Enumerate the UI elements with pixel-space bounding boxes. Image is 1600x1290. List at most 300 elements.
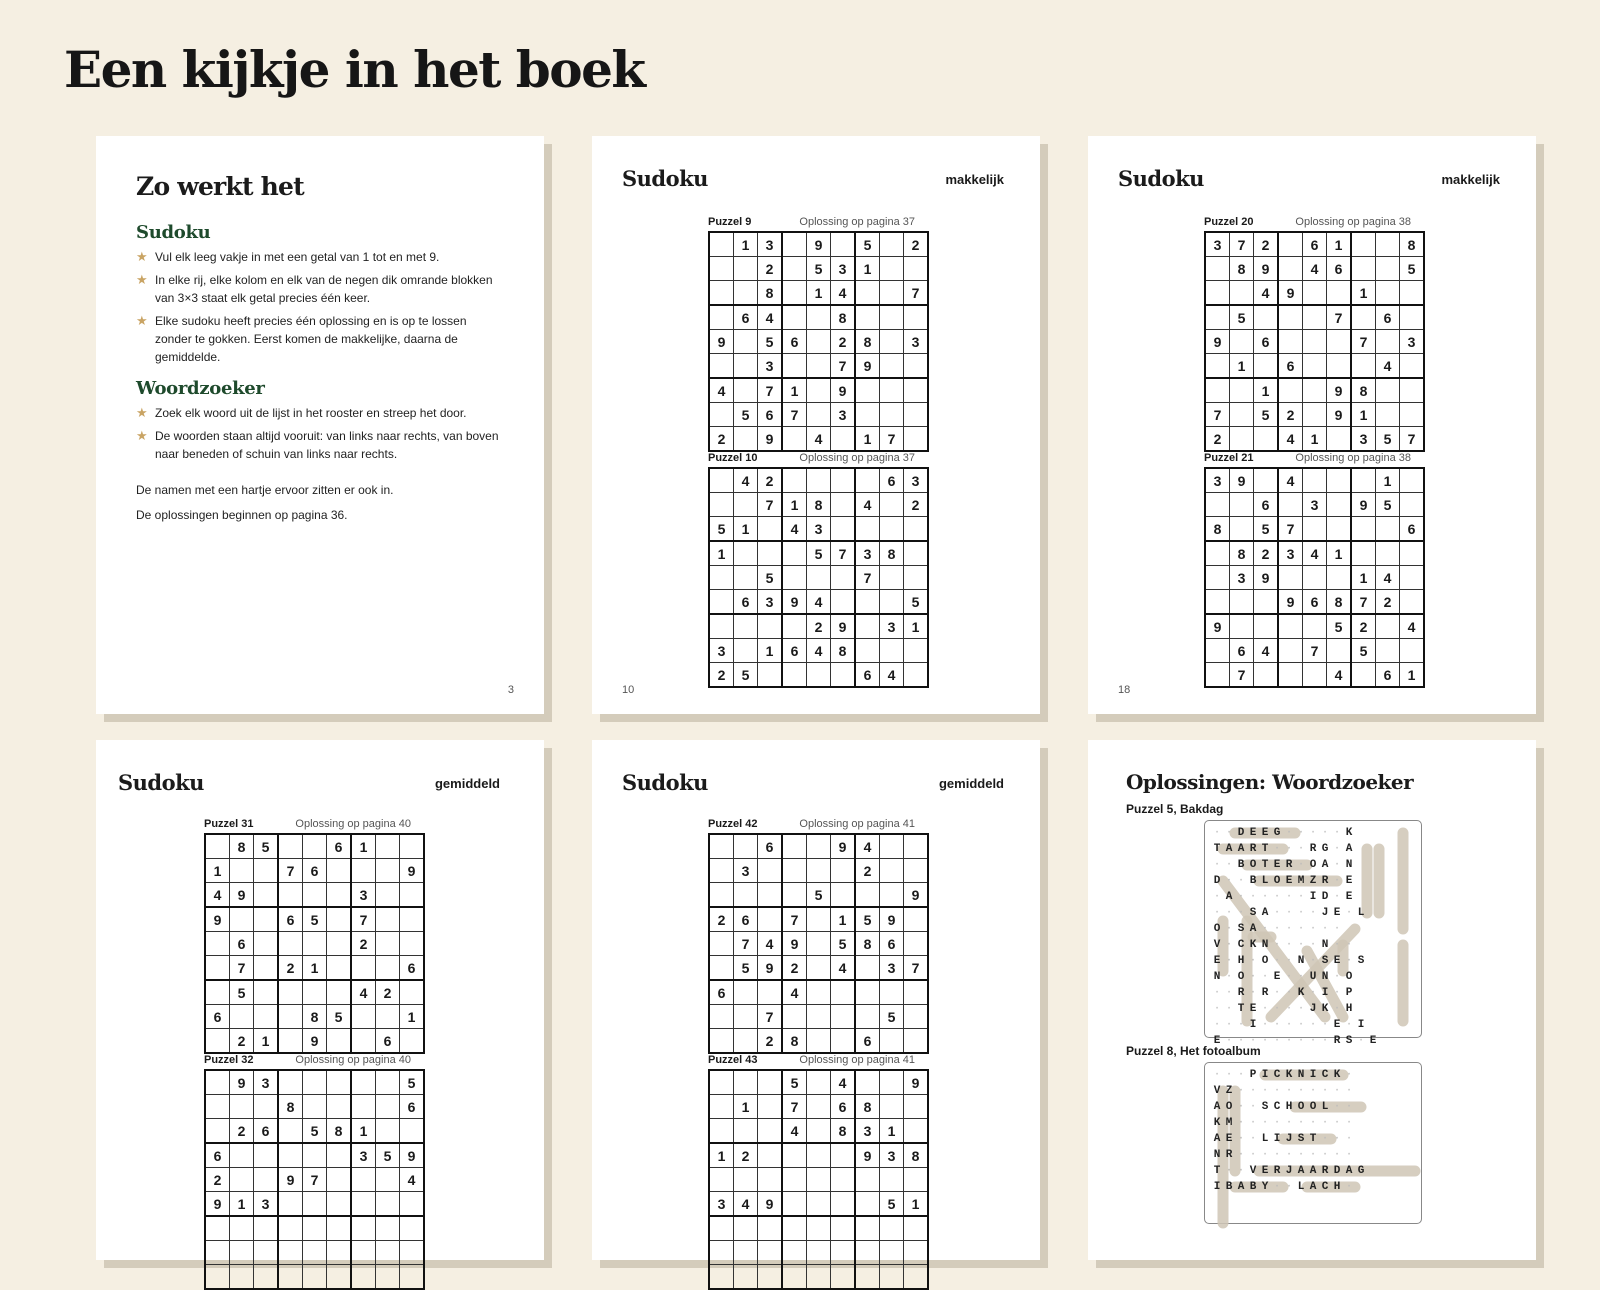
sudoku-cell[interactable]: 2 — [1376, 590, 1400, 615]
sudoku-cell[interactable]: 8 — [278, 1095, 303, 1119]
sudoku-cell[interactable]: 9 — [904, 1070, 929, 1095]
sudoku-cell[interactable] — [904, 378, 929, 403]
sudoku-cell[interactable]: 6 — [400, 1095, 425, 1119]
sudoku-cell[interactable]: 6 — [1376, 663, 1400, 688]
sudoku-cell[interactable] — [351, 1168, 376, 1192]
sudoku-cell[interactable]: 9 — [230, 1070, 254, 1095]
sudoku-cell[interactable] — [904, 1119, 929, 1144]
sudoku-cell[interactable] — [1351, 663, 1376, 688]
sudoku-cell[interactable]: 6 — [782, 330, 807, 354]
sudoku-cell[interactable]: 8 — [831, 1119, 856, 1144]
sudoku-cell[interactable]: 7 — [1303, 639, 1327, 663]
sudoku-cell[interactable]: 7 — [758, 493, 783, 517]
sudoku-cell[interactable] — [855, 1241, 880, 1265]
sudoku-cell[interactable] — [376, 1070, 400, 1095]
sudoku-cell[interactable] — [758, 859, 783, 883]
sudoku-cell[interactable]: 6 — [782, 639, 807, 663]
sudoku-cell[interactable] — [831, 1265, 856, 1290]
sudoku-cell[interactable]: 9 — [1327, 378, 1352, 403]
sudoku-cell[interactable] — [254, 1095, 279, 1119]
sudoku-cell[interactable] — [807, 1192, 831, 1217]
sudoku-cell[interactable] — [205, 1029, 230, 1054]
sudoku-cell[interactable]: 3 — [904, 330, 929, 354]
sudoku-cell[interactable]: 6 — [400, 956, 425, 981]
sudoku-cell[interactable] — [758, 1119, 783, 1144]
sudoku-cell[interactable]: 5 — [327, 1005, 352, 1029]
sudoku-cell[interactable] — [1376, 257, 1400, 281]
sudoku-cell[interactable]: 5 — [807, 541, 831, 566]
sudoku-cell[interactable]: 1 — [831, 907, 856, 932]
sudoku-cell[interactable]: 9 — [1351, 493, 1376, 517]
sudoku-cell[interactable]: 4 — [807, 590, 831, 615]
sudoku-cell[interactable] — [230, 859, 254, 883]
sudoku-cell[interactable] — [230, 1095, 254, 1119]
sudoku-cell[interactable]: 5 — [303, 1119, 327, 1144]
sudoku-cell[interactable]: 3 — [254, 1192, 279, 1217]
sudoku-cell[interactable]: 2 — [1205, 427, 1230, 452]
sudoku-cell[interactable]: 6 — [709, 980, 734, 1005]
sudoku-cell[interactable] — [807, 1070, 831, 1095]
sudoku-cell[interactable] — [327, 883, 352, 908]
sudoku-cell[interactable] — [1376, 281, 1400, 306]
sudoku-cell[interactable] — [1400, 378, 1425, 403]
sudoku-cell[interactable]: 4 — [1254, 281, 1279, 306]
sudoku-cell[interactable] — [807, 403, 831, 427]
sudoku-cell[interactable] — [1205, 281, 1230, 306]
sudoku-cell[interactable] — [831, 493, 856, 517]
sudoku-cell[interactable] — [254, 1168, 279, 1192]
sudoku-cell[interactable] — [904, 1005, 929, 1029]
sudoku-cell[interactable] — [327, 1070, 352, 1095]
sudoku-cell[interactable] — [1351, 541, 1376, 566]
sudoku-cell[interactable]: 1 — [904, 1192, 929, 1217]
sudoku-cell[interactable] — [327, 932, 352, 956]
sudoku-cell[interactable]: 9 — [831, 378, 856, 403]
sudoku-cell[interactable]: 6 — [278, 907, 303, 932]
sudoku-cell[interactable] — [1327, 354, 1352, 379]
sudoku-cell[interactable] — [709, 493, 734, 517]
sudoku-cell[interactable]: 8 — [807, 493, 831, 517]
sudoku-cell[interactable]: 8 — [327, 1119, 352, 1144]
sudoku-cell[interactable]: 2 — [1351, 614, 1376, 639]
sudoku-cell[interactable] — [782, 1265, 807, 1290]
sudoku-cell[interactable] — [709, 1029, 734, 1054]
sudoku-cell[interactable] — [351, 1216, 376, 1241]
sudoku-cell[interactable] — [205, 1119, 230, 1144]
sudoku-cell[interactable]: 3 — [351, 1143, 376, 1168]
sudoku-cell[interactable] — [831, 1192, 856, 1217]
sudoku-cell[interactable] — [807, 932, 831, 956]
sudoku-cell[interactable]: 5 — [1400, 257, 1425, 281]
sudoku-cell[interactable]: 1 — [782, 493, 807, 517]
sudoku-cell[interactable] — [1400, 493, 1425, 517]
sudoku-cell[interactable]: 6 — [880, 932, 904, 956]
sudoku-cell[interactable]: 1 — [351, 834, 376, 859]
sudoku-cell[interactable] — [855, 1005, 880, 1029]
sudoku-cell[interactable] — [1327, 639, 1352, 663]
sudoku-cell[interactable]: 9 — [1254, 257, 1279, 281]
sudoku-cell[interactable]: 1 — [1327, 541, 1352, 566]
sudoku-cell[interactable]: 6 — [1303, 590, 1327, 615]
sudoku-cell[interactable] — [782, 834, 807, 859]
sudoku-cell[interactable] — [709, 257, 734, 281]
sudoku-cell[interactable] — [807, 468, 831, 493]
sudoku-cell[interactable]: 1 — [782, 378, 807, 403]
sudoku-cell[interactable]: 8 — [1351, 378, 1376, 403]
sudoku-cell[interactable] — [807, 1095, 831, 1119]
sudoku-cell[interactable]: 6 — [734, 907, 758, 932]
sudoku-cell[interactable] — [782, 1168, 807, 1192]
sudoku-cell[interactable] — [709, 956, 734, 981]
sudoku-cell[interactable] — [303, 932, 327, 956]
sudoku-cell[interactable]: 1 — [1230, 354, 1254, 379]
sudoku-cell[interactable] — [709, 1095, 734, 1119]
sudoku-cell[interactable] — [1303, 378, 1327, 403]
sudoku-cell[interactable]: 7 — [880, 427, 904, 452]
sudoku-cell[interactable] — [807, 305, 831, 330]
sudoku-cell[interactable] — [376, 1005, 400, 1029]
sudoku-cell[interactable] — [400, 1216, 425, 1241]
sudoku-cell[interactable]: 7 — [230, 956, 254, 981]
sudoku-cell[interactable] — [758, 1265, 783, 1290]
sudoku-cell[interactable] — [734, 883, 758, 908]
sudoku-cell[interactable]: 7 — [1230, 663, 1254, 688]
sudoku-cell[interactable] — [758, 517, 783, 542]
sudoku-cell[interactable] — [831, 1143, 856, 1168]
sudoku-cell[interactable] — [327, 859, 352, 883]
sudoku-cell[interactable] — [709, 614, 734, 639]
sudoku-cell[interactable] — [758, 980, 783, 1005]
sudoku-cell[interactable]: 8 — [1327, 590, 1352, 615]
sudoku-cell[interactable]: 9 — [758, 956, 783, 981]
sudoku-cell[interactable]: 1 — [807, 281, 831, 306]
sudoku-cell[interactable]: 2 — [904, 493, 929, 517]
sudoku-cell[interactable] — [1351, 354, 1376, 379]
sudoku-cell[interactable] — [782, 305, 807, 330]
sudoku-cell[interactable] — [855, 639, 880, 663]
sudoku-cell[interactable] — [1400, 468, 1425, 493]
sudoku-cell[interactable]: 5 — [1254, 517, 1279, 542]
sudoku-cell[interactable]: 4 — [205, 883, 230, 908]
sudoku-cell[interactable] — [807, 330, 831, 354]
sudoku-cell[interactable] — [1376, 541, 1400, 566]
sudoku-cell[interactable] — [327, 1143, 352, 1168]
sudoku-cell[interactable] — [278, 1029, 303, 1054]
sudoku-cell[interactable]: 2 — [831, 330, 856, 354]
sudoku-cell[interactable]: 6 — [855, 663, 880, 688]
sudoku-cell[interactable] — [400, 834, 425, 859]
sudoku-cell[interactable] — [758, 1070, 783, 1095]
sudoku-cell[interactable] — [303, 1095, 327, 1119]
sudoku-cell[interactable] — [880, 590, 904, 615]
sudoku-cell[interactable] — [351, 1265, 376, 1290]
sudoku-cell[interactable] — [400, 1192, 425, 1217]
sudoku-cell[interactable] — [758, 1216, 783, 1241]
sudoku-cell[interactable] — [1254, 427, 1279, 452]
sudoku-cell[interactable] — [1400, 541, 1425, 566]
sudoku-cell[interactable]: 8 — [1400, 232, 1425, 257]
sudoku-cell[interactable]: 9 — [904, 883, 929, 908]
sudoku-cell[interactable] — [1400, 566, 1425, 590]
sudoku-cell[interactable]: 5 — [855, 232, 880, 257]
sudoku-cell[interactable] — [782, 1241, 807, 1265]
sudoku-cell[interactable] — [855, 1192, 880, 1217]
sudoku-cell[interactable]: 8 — [1205, 517, 1230, 542]
sudoku-cell[interactable] — [880, 566, 904, 590]
sudoku-cell[interactable] — [376, 956, 400, 981]
sudoku-cell[interactable] — [880, 1216, 904, 1241]
sudoku-cell[interactable]: 9 — [855, 1143, 880, 1168]
sudoku-cell[interactable] — [709, 883, 734, 908]
sudoku-cell[interactable]: 6 — [1278, 354, 1303, 379]
sudoku-cell[interactable] — [376, 1241, 400, 1265]
sudoku-cell[interactable] — [734, 378, 758, 403]
sudoku-cell[interactable] — [855, 305, 880, 330]
sudoku-cell[interactable]: 5 — [1327, 614, 1352, 639]
sudoku-cell[interactable]: 1 — [734, 1095, 758, 1119]
sudoku-cell[interactable]: 5 — [758, 566, 783, 590]
sudoku-cell[interactable] — [1376, 232, 1400, 257]
sudoku-cell[interactable]: 8 — [831, 639, 856, 663]
sudoku-cell[interactable] — [1376, 403, 1400, 427]
sudoku-cell[interactable] — [376, 1192, 400, 1217]
sudoku-cell[interactable] — [880, 493, 904, 517]
sudoku-cell[interactable]: 4 — [782, 517, 807, 542]
sudoku-cell[interactable] — [1205, 378, 1230, 403]
sudoku-cell[interactable]: 3 — [880, 614, 904, 639]
sudoku-cell[interactable]: 3 — [758, 590, 783, 615]
sudoku-cell[interactable]: 9 — [400, 859, 425, 883]
sudoku-cell[interactable] — [831, 1216, 856, 1241]
sudoku-cell[interactable]: 4 — [807, 427, 831, 452]
sudoku-cell[interactable]: 1 — [855, 257, 880, 281]
sudoku-cell[interactable] — [758, 883, 783, 908]
sudoku-cell[interactable] — [1205, 663, 1230, 688]
sudoku-cell[interactable]: 6 — [1400, 517, 1425, 542]
sudoku-cell[interactable]: 3 — [1303, 493, 1327, 517]
sudoku-cell[interactable] — [904, 639, 929, 663]
sudoku-cell[interactable] — [734, 257, 758, 281]
sudoku-cell[interactable]: 5 — [1351, 639, 1376, 663]
sudoku-cell[interactable]: 1 — [230, 1192, 254, 1217]
sudoku-cell[interactable] — [1230, 403, 1254, 427]
sudoku-cell[interactable]: 2 — [758, 257, 783, 281]
sudoku-cell[interactable]: 5 — [734, 956, 758, 981]
sudoku-cell[interactable]: 4 — [831, 281, 856, 306]
sudoku-cell[interactable] — [734, 1029, 758, 1054]
sudoku-cell[interactable] — [205, 1216, 230, 1241]
sudoku-cell[interactable] — [831, 1168, 856, 1192]
sudoku-cell[interactable]: 1 — [734, 517, 758, 542]
sudoku-cell[interactable] — [855, 517, 880, 542]
sudoku-cell[interactable] — [782, 257, 807, 281]
sudoku-cell[interactable] — [1230, 281, 1254, 306]
sudoku-cell[interactable] — [1278, 330, 1303, 354]
sudoku-cell[interactable]: 8 — [855, 932, 880, 956]
sudoku-cell[interactable] — [880, 232, 904, 257]
sudoku-cell[interactable] — [880, 883, 904, 908]
sudoku-cell[interactable] — [1400, 590, 1425, 615]
sudoku-cell[interactable]: 2 — [904, 232, 929, 257]
sudoku-cell[interactable] — [904, 663, 929, 688]
sudoku-cell[interactable]: 6 — [880, 468, 904, 493]
sudoku-cell[interactable] — [1230, 590, 1254, 615]
sudoku-cell[interactable]: 7 — [1278, 517, 1303, 542]
sudoku-cell[interactable] — [278, 980, 303, 1005]
sudoku-cell[interactable] — [1303, 305, 1327, 330]
sudoku-cell[interactable]: 3 — [351, 883, 376, 908]
sudoku-cell[interactable] — [254, 980, 279, 1005]
sudoku-cell[interactable]: 1 — [709, 1143, 734, 1168]
sudoku-cell[interactable] — [1254, 354, 1279, 379]
sudoku-cell[interactable] — [1400, 281, 1425, 306]
sudoku-cell[interactable] — [400, 1241, 425, 1265]
sudoku-cell[interactable] — [278, 932, 303, 956]
sudoku-cell[interactable]: 4 — [782, 980, 807, 1005]
sudoku-cell[interactable]: 1 — [855, 427, 880, 452]
sudoku-cell[interactable]: 3 — [1205, 468, 1230, 493]
sudoku-cell[interactable] — [709, 232, 734, 257]
sudoku-cell[interactable] — [904, 1095, 929, 1119]
sudoku-cell[interactable]: 2 — [1254, 232, 1279, 257]
sudoku-cell[interactable] — [376, 883, 400, 908]
sudoku-cell[interactable] — [303, 1192, 327, 1217]
sudoku-cell[interactable] — [831, 980, 856, 1005]
sudoku-cell[interactable] — [1254, 614, 1279, 639]
sudoku-cell[interactable] — [734, 1005, 758, 1029]
sudoku-cell[interactable]: 6 — [758, 834, 783, 859]
sudoku-cell[interactable]: 4 — [1327, 663, 1352, 688]
sudoku-cell[interactable] — [303, 980, 327, 1005]
sudoku-cell[interactable] — [758, 541, 783, 566]
sudoku-cell[interactable] — [327, 1241, 352, 1265]
sudoku-cell[interactable]: 1 — [1400, 663, 1425, 688]
sudoku-cell[interactable] — [1254, 590, 1279, 615]
sudoku-cell[interactable] — [1278, 305, 1303, 330]
sudoku-cell[interactable] — [807, 1241, 831, 1265]
sudoku-cell[interactable] — [1327, 468, 1352, 493]
sudoku-cell[interactable]: 5 — [880, 1005, 904, 1029]
sudoku-cell[interactable] — [807, 1216, 831, 1241]
sudoku-cell[interactable] — [230, 1005, 254, 1029]
sudoku-cell[interactable] — [351, 1241, 376, 1265]
sudoku-cell[interactable]: 6 — [1230, 639, 1254, 663]
sudoku-cell[interactable] — [807, 354, 831, 379]
sudoku-cell[interactable]: 8 — [855, 330, 880, 354]
sudoku-cell[interactable] — [831, 1029, 856, 1054]
sudoku-cell[interactable] — [303, 883, 327, 908]
sudoku-cell[interactable]: 4 — [1376, 354, 1400, 379]
sudoku-cell[interactable] — [1351, 468, 1376, 493]
sudoku-cell[interactable] — [1327, 493, 1352, 517]
sudoku-cell[interactable] — [904, 1029, 929, 1054]
sudoku-cell[interactable] — [1351, 517, 1376, 542]
sudoku-cell[interactable] — [734, 834, 758, 859]
sudoku-cell[interactable]: 5 — [709, 517, 734, 542]
sudoku-cell[interactable] — [254, 907, 279, 932]
sudoku-cell[interactable]: 8 — [1230, 257, 1254, 281]
sudoku-cell[interactable]: 5 — [855, 907, 880, 932]
sudoku-cell[interactable] — [205, 1070, 230, 1095]
sudoku-cell[interactable]: 4 — [758, 305, 783, 330]
sudoku-cell[interactable] — [734, 614, 758, 639]
sudoku-cell[interactable] — [807, 1119, 831, 1144]
sudoku-cell[interactable] — [376, 1216, 400, 1241]
sudoku-cell[interactable]: 1 — [303, 956, 327, 981]
sudoku-cell[interactable]: 4 — [1278, 427, 1303, 452]
sudoku-cell[interactable]: 1 — [400, 1005, 425, 1029]
sudoku-cell[interactable] — [351, 1005, 376, 1029]
sudoku-cell[interactable]: 9 — [1327, 403, 1352, 427]
sudoku-cell[interactable] — [254, 932, 279, 956]
sudoku-cell[interactable] — [1303, 403, 1327, 427]
sudoku-cell[interactable] — [880, 517, 904, 542]
sudoku-cell[interactable] — [1351, 232, 1376, 257]
sudoku-cell[interactable]: 4 — [831, 1070, 856, 1095]
sudoku-cell[interactable] — [254, 1216, 279, 1241]
sudoku-cell[interactable]: 3 — [758, 354, 783, 379]
sudoku-cell[interactable]: 8 — [230, 834, 254, 859]
sudoku-cell[interactable] — [1205, 493, 1230, 517]
sudoku-cell[interactable] — [1376, 639, 1400, 663]
sudoku-cell[interactable]: 8 — [855, 1095, 880, 1119]
sudoku-cell[interactable] — [205, 980, 230, 1005]
sudoku-cell[interactable] — [303, 1070, 327, 1095]
sudoku-cell[interactable] — [303, 1241, 327, 1265]
sudoku-cell[interactable]: 7 — [278, 859, 303, 883]
sudoku-cell[interactable] — [758, 1168, 783, 1192]
sudoku-cell[interactable]: 5 — [807, 257, 831, 281]
sudoku-cell[interactable]: 2 — [230, 1119, 254, 1144]
sudoku-cell[interactable]: 7 — [303, 1168, 327, 1192]
sudoku-cell[interactable]: 5 — [734, 663, 758, 688]
sudoku-cell[interactable]: 2 — [782, 956, 807, 981]
sudoku-cell[interactable]: 4 — [1400, 614, 1425, 639]
sudoku-cell[interactable] — [205, 834, 230, 859]
sudoku-cell[interactable] — [351, 1192, 376, 1217]
sudoku-cell[interactable]: 7 — [1351, 330, 1376, 354]
sudoku-cell[interactable]: 1 — [904, 614, 929, 639]
sudoku-cell[interactable] — [709, 834, 734, 859]
sudoku-cell[interactable] — [880, 257, 904, 281]
sudoku-cell[interactable] — [758, 1095, 783, 1119]
sudoku-cell[interactable] — [1376, 378, 1400, 403]
sudoku-cell[interactable]: 1 — [1376, 468, 1400, 493]
sudoku-cell[interactable] — [303, 1216, 327, 1241]
sudoku-cell[interactable]: 7 — [855, 566, 880, 590]
sudoku-cell[interactable]: 9 — [758, 427, 783, 452]
sudoku-cell[interactable]: 1 — [1254, 378, 1279, 403]
sudoku-cell[interactable]: 6 — [205, 1005, 230, 1029]
sudoku-cell[interactable]: 9 — [230, 883, 254, 908]
sudoku-cell[interactable]: 6 — [303, 859, 327, 883]
sudoku-cell[interactable]: 7 — [351, 907, 376, 932]
sudoku-cell[interactable]: 3 — [904, 468, 929, 493]
sudoku-cell[interactable] — [880, 834, 904, 859]
sudoku-cell[interactable] — [880, 1095, 904, 1119]
sudoku-cell[interactable] — [1303, 354, 1327, 379]
sudoku-cell[interactable]: 9 — [782, 590, 807, 615]
sudoku-cell[interactable] — [1278, 566, 1303, 590]
sudoku-cell[interactable] — [758, 1241, 783, 1265]
sudoku-cell[interactable] — [376, 1095, 400, 1119]
sudoku-cell[interactable] — [1254, 663, 1279, 688]
sudoku-cell[interactable] — [831, 1241, 856, 1265]
sudoku-cell[interactable]: 1 — [1351, 403, 1376, 427]
sudoku-cell[interactable]: 3 — [880, 956, 904, 981]
sudoku-cell[interactable]: 9 — [205, 1192, 230, 1217]
sudoku-cell[interactable]: 6 — [734, 590, 758, 615]
